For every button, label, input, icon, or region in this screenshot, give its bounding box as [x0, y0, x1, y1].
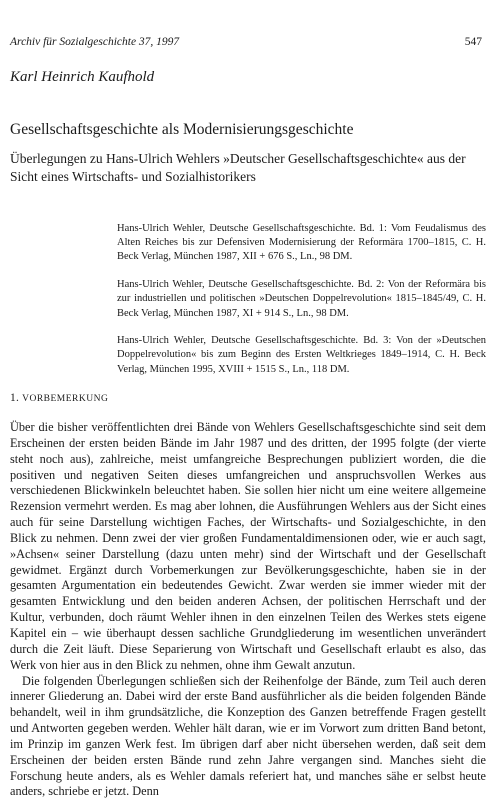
section-number: 1.: [10, 392, 20, 404]
section-heading: [10, 392, 108, 404]
page-number: 547: [464, 36, 482, 48]
body-paragraph: Über die bisher veröffentlichten drei Bände von Wehlers Gesellschaftsgeschichte sind seit dem Erscheinen der ersten beiden Bände im Jahr 1987 und des dritten, der 1995 folgte (der vierte steht noch aus), zahlreiche, meist umfangreiche Besprechungen publiziert worden, die die positiven und negativen Seiten dieses umfangreichen und anspruchsvollen Werkes aus verschiedenen Blickwinkeln beleuchtet haben. Sie sollen hier nicht um eine weitere allgemeine Rezension vermehrt werden. Es mag aber lohnen, die Ausführungen Wehlers aus der Sicht eines auch für seine Darstellung wichtigen Faches, der Wirtschafts- und Sozialgeschichte, in den Blick zu nehmen. Denn zwei der vier großen Fundamentaldimensionen oder, wie er auch sagt, »Achsen« seiner Darstellung (dazu unten mehr) sind der Wirtschaft und der Gesellschaft gewidmet. Ergänzt durch Vorbemerkungen zur Bevölkerungsgeschichte, haben sie in der gesamten Argumentation ein bedeutendes Gewicht. Zwar werden sie immer wieder mit der gesamten Entwicklung und den beiden anderen Achsen, der politischen Herrschaft und der Kultur, verbunden, doch räumt Wehler ihnen in den einzelnen Teilen des Werkes stets eigene Kapitel ein – wie überhaupt dessen sachliche Grundgliederung im wesentlichen unverändert durch die Zeit läuft. Diese Separierung von Wirtschaft und Gesellschaft erlaubt es also, das Werk von hier aus in den Blick zu nehmen, ohne ihm Gewalt anzutun.: [10, 420, 486, 672]
article-author: Karl Heinrich Kaufhold: [10, 69, 155, 85]
body-paragraph: Die folgenden Überlegungen schließen sich der Reihenfolge der Bände, zum Teil auch deren innerer Gliederung an. Dabei wird der erste Band ausführlicher als die beiden folgenden Bände behandelt, weil in ihm grundsätzliche, die Konzeption des Ganzen betreffende Fragen gestellt und Antworten gegeben werden. Wehler hält daran, wie er im Vorwort zum dritten Band betont, im Prinzip im ganzen Werk fest. Im übrigen darf aber nicht übersehen werden, daß seit dem Erscheinen der beiden ersten Bände rund zehn Jahre vergangen sind. Manches sieht die Forschung heute anders, als es Wehler damals referiert hat, und manches sähe er selbst heute anders, schriebe er jetzt. Denn: [10, 673, 486, 799]
reviewed-works: [117, 211, 486, 390]
article-title: Gesellschaftsgeschichte als Modernisierungsgeschichte: [10, 121, 354, 138]
section-title: VORBEMERKUNG: [22, 394, 109, 404]
running-header: [10, 36, 482, 52]
reviewed-work-vol3: Hans-Ulrich Wehler, Deutsche Gesellschaftsgeschichte. Bd. 3: Von der »Deutschen Doppelrevolution« bis zum Beginn des Ersten Weltkrieges 1849–1914, C. H. Beck Verlag, München 1995, XVIII + 1515 S., Ln., 118 DM.: [117, 334, 486, 375]
reviewed-work-vol1: Hans-Ulrich Wehler, Deutsche Gesellschaftsgeschichte. Bd. 1: Vom Feudalismus des Alten Reiches bis zur Defensiven Modernisierung der Reformära 1700–1815, C. H. Beck Verlag, München 1987, XII + 676 S., Ln., 98 DM.: [117, 222, 486, 263]
article-body: [10, 420, 486, 800]
journal-title: Archiv für Sozialgeschichte 37, 1997: [10, 36, 180, 48]
article-subtitle: Überlegungen zu Hans-Ulrich Wehlers »Deutscher Gesellschaftsgeschichte« aus der Sicht eines Wirtschafts- und Sozialhistorikers: [10, 151, 466, 184]
reviewed-work-vol2: Hans-Ulrich Wehler, Deutsche Gesellschaftsgeschichte. Bd. 2: Von der Reformära bis zur industriellen und politischen »Deutschen Doppelrevolution« 1815–1845/49, C. H. Beck Verlag, München 1987, XI + 914 S., Ln., 98 DM.: [117, 278, 486, 319]
